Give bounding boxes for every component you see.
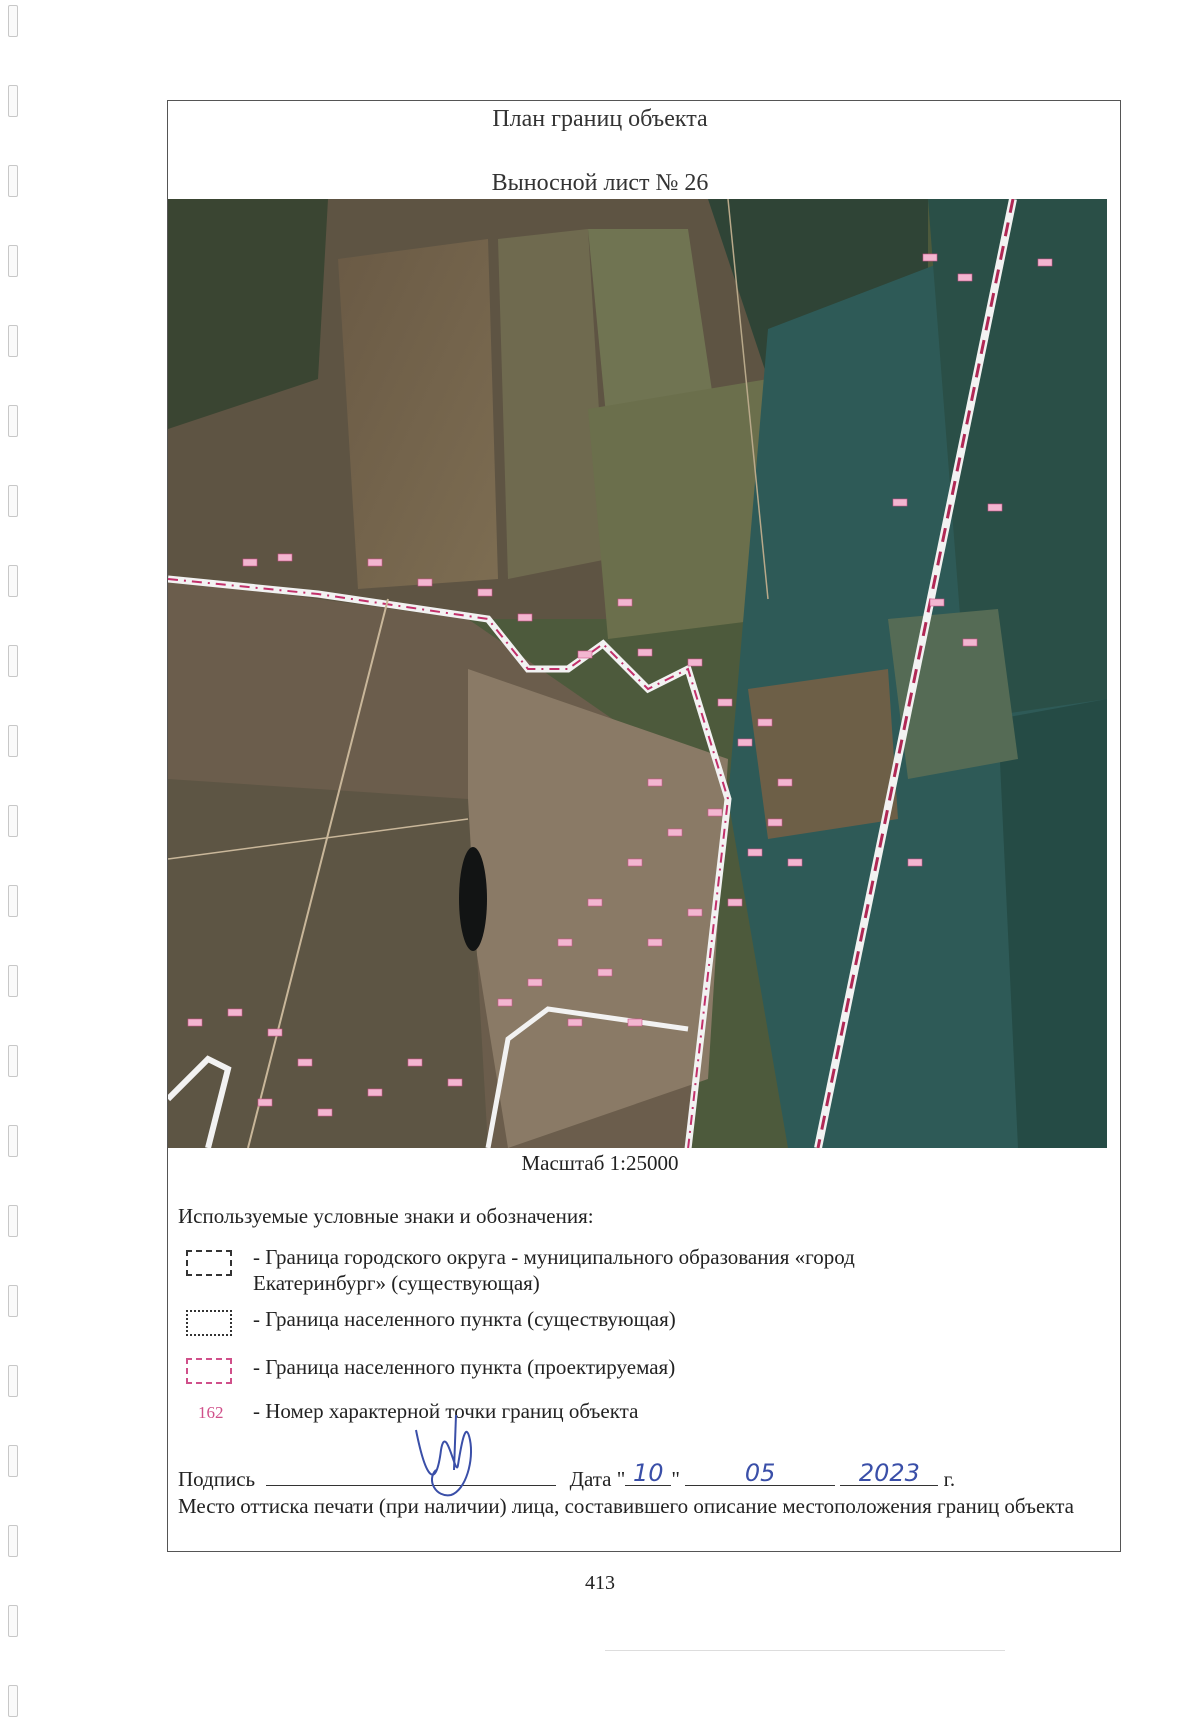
binder-hole: [8, 1445, 18, 1477]
page-title: План границ объекта: [492, 106, 708, 132]
map-scale: Масштаб 1:25000: [521, 1151, 679, 1175]
point-number-symbol: 162: [198, 1403, 224, 1422]
legend-item-city-boundary: [178, 1244, 1078, 1300]
binder-hole: [8, 1365, 18, 1397]
date-year-field: [840, 1459, 938, 1487]
binder-hole: [8, 1605, 18, 1637]
legend-item-text: - Граница городского округа - муниципального образования «город Екатеринбург» (существующая): [253, 1245, 855, 1295]
binder-hole: [8, 405, 18, 437]
binder-hole: [8, 1205, 18, 1237]
date-day-value: 10: [633, 1459, 664, 1487]
date-year-value: 2023: [858, 1459, 920, 1487]
legend-item-text: - Номер характерной точки границ объекта: [253, 1399, 639, 1423]
binder-hole: [8, 645, 18, 677]
binder-hole: [8, 725, 18, 757]
legend-item-text: - Граница населенного пункта (существующая): [253, 1307, 676, 1331]
date-label: Дата: [569, 1467, 612, 1491]
binder-hole: [8, 1525, 18, 1557]
legend-item-text: - Граница населенного пункта (проектируемая): [253, 1355, 676, 1379]
signature-line: [266, 1465, 556, 1486]
binder-hole: [8, 325, 18, 357]
handwritten-signature: [396, 1410, 516, 1500]
year-suffix: г.: [943, 1467, 956, 1491]
binder-hole: [8, 5, 18, 37]
binder-hole: [8, 1285, 18, 1317]
signature-row: Подпись Дата " 10 " 05 2023 г.: [178, 1465, 955, 1492]
binder-holes: [8, 0, 22, 1698]
map-image: [168, 199, 1107, 1148]
satellite-map: [168, 199, 1107, 1148]
binder-hole: [8, 565, 18, 597]
dash-dot-boundary-symbol: [186, 1250, 232, 1276]
binder-hole: [8, 485, 18, 517]
stamp-place-text: Место оттиска печати (при наличии) лица, составившего описание местоположения границ объекта: [178, 1494, 1074, 1518]
date-month-field: [685, 1459, 835, 1487]
legend-item-point-number: [178, 1398, 1078, 1428]
date-month-value: 05: [744, 1459, 776, 1487]
legend-item-existing-settlement: [178, 1306, 1078, 1340]
bottom-divider: [605, 1650, 1005, 1651]
binder-hole: [8, 805, 18, 837]
legend-item-projected-settlement: [178, 1354, 1078, 1388]
page-number: 413: [585, 1572, 615, 1594]
legend-heading: Используемые условные знаки и обозначения:: [178, 1204, 594, 1228]
page-subtitle: Выносной лист № 26: [491, 170, 709, 196]
binder-hole: [8, 245, 18, 277]
binder-hole: [8, 965, 18, 997]
date-day-field: [625, 1459, 671, 1487]
binder-hole: [8, 885, 18, 917]
dotted-boundary-symbol: [186, 1310, 232, 1336]
binder-hole: [8, 1685, 18, 1717]
signature-label: Подпись: [178, 1467, 256, 1491]
binder-hole: [8, 1045, 18, 1077]
pink-boundary-symbol: [186, 1358, 232, 1384]
